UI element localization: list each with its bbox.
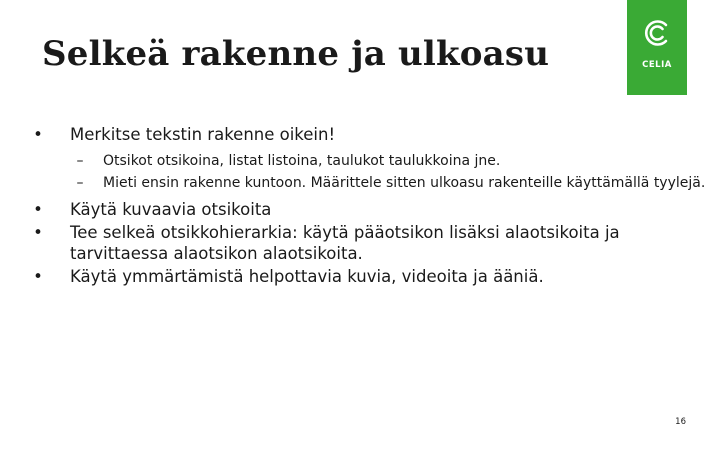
- slide-title: Selkeä rakenne ja ulkoasu: [42, 34, 550, 74]
- bullet-text: Tee selkeä otsikkohierarkia: käytä pääotsikon lisäksi alaotsikoita ja tarvittaessa alaotsikon alaotsikoita.: [70, 223, 620, 263]
- slide-content: [28, 124, 708, 287]
- bullet-marker: •: [33, 125, 43, 144]
- bullet-list: [28, 124, 708, 287]
- sub-bullet-marker: –: [76, 153, 84, 169]
- bullet-marker: •: [33, 223, 43, 242]
- sub-bullet-text: Otsikot otsikoina, listat listoina, taulukot taulukkoina jne.: [103, 153, 501, 169]
- bullet-text: Merkitse tekstin rakenne oikein!: [70, 125, 336, 144]
- bullet-text: Käytä ymmärtämistä helpottavia kuvia, videoita ja ääniä.: [70, 267, 544, 286]
- celia-logo: [627, 0, 687, 95]
- bullet-item: [28, 222, 708, 264]
- page-number: 16: [675, 417, 686, 427]
- bullet-marker: •: [33, 200, 43, 219]
- sub-bullet-text: Mieti ensin rakenne kuntoon. Määrittele sitten ulkoasu rakenteille käyttämällä tyylejä.: [103, 175, 706, 191]
- bullet-item: [28, 124, 708, 193]
- sub-bullet-item: [70, 152, 708, 171]
- sub-bullet-list: [70, 152, 708, 193]
- bullet-item: [28, 266, 708, 287]
- celia-logo-icon: [641, 17, 673, 49]
- bullet-marker: •: [33, 267, 43, 286]
- logo-text: CELIA: [642, 60, 672, 70]
- sub-bullet-item: [70, 174, 708, 193]
- bullet-item: [28, 199, 708, 220]
- bullet-text: Käytä kuvaavia otsikoita: [70, 200, 272, 219]
- sub-bullet-marker: –: [76, 175, 84, 191]
